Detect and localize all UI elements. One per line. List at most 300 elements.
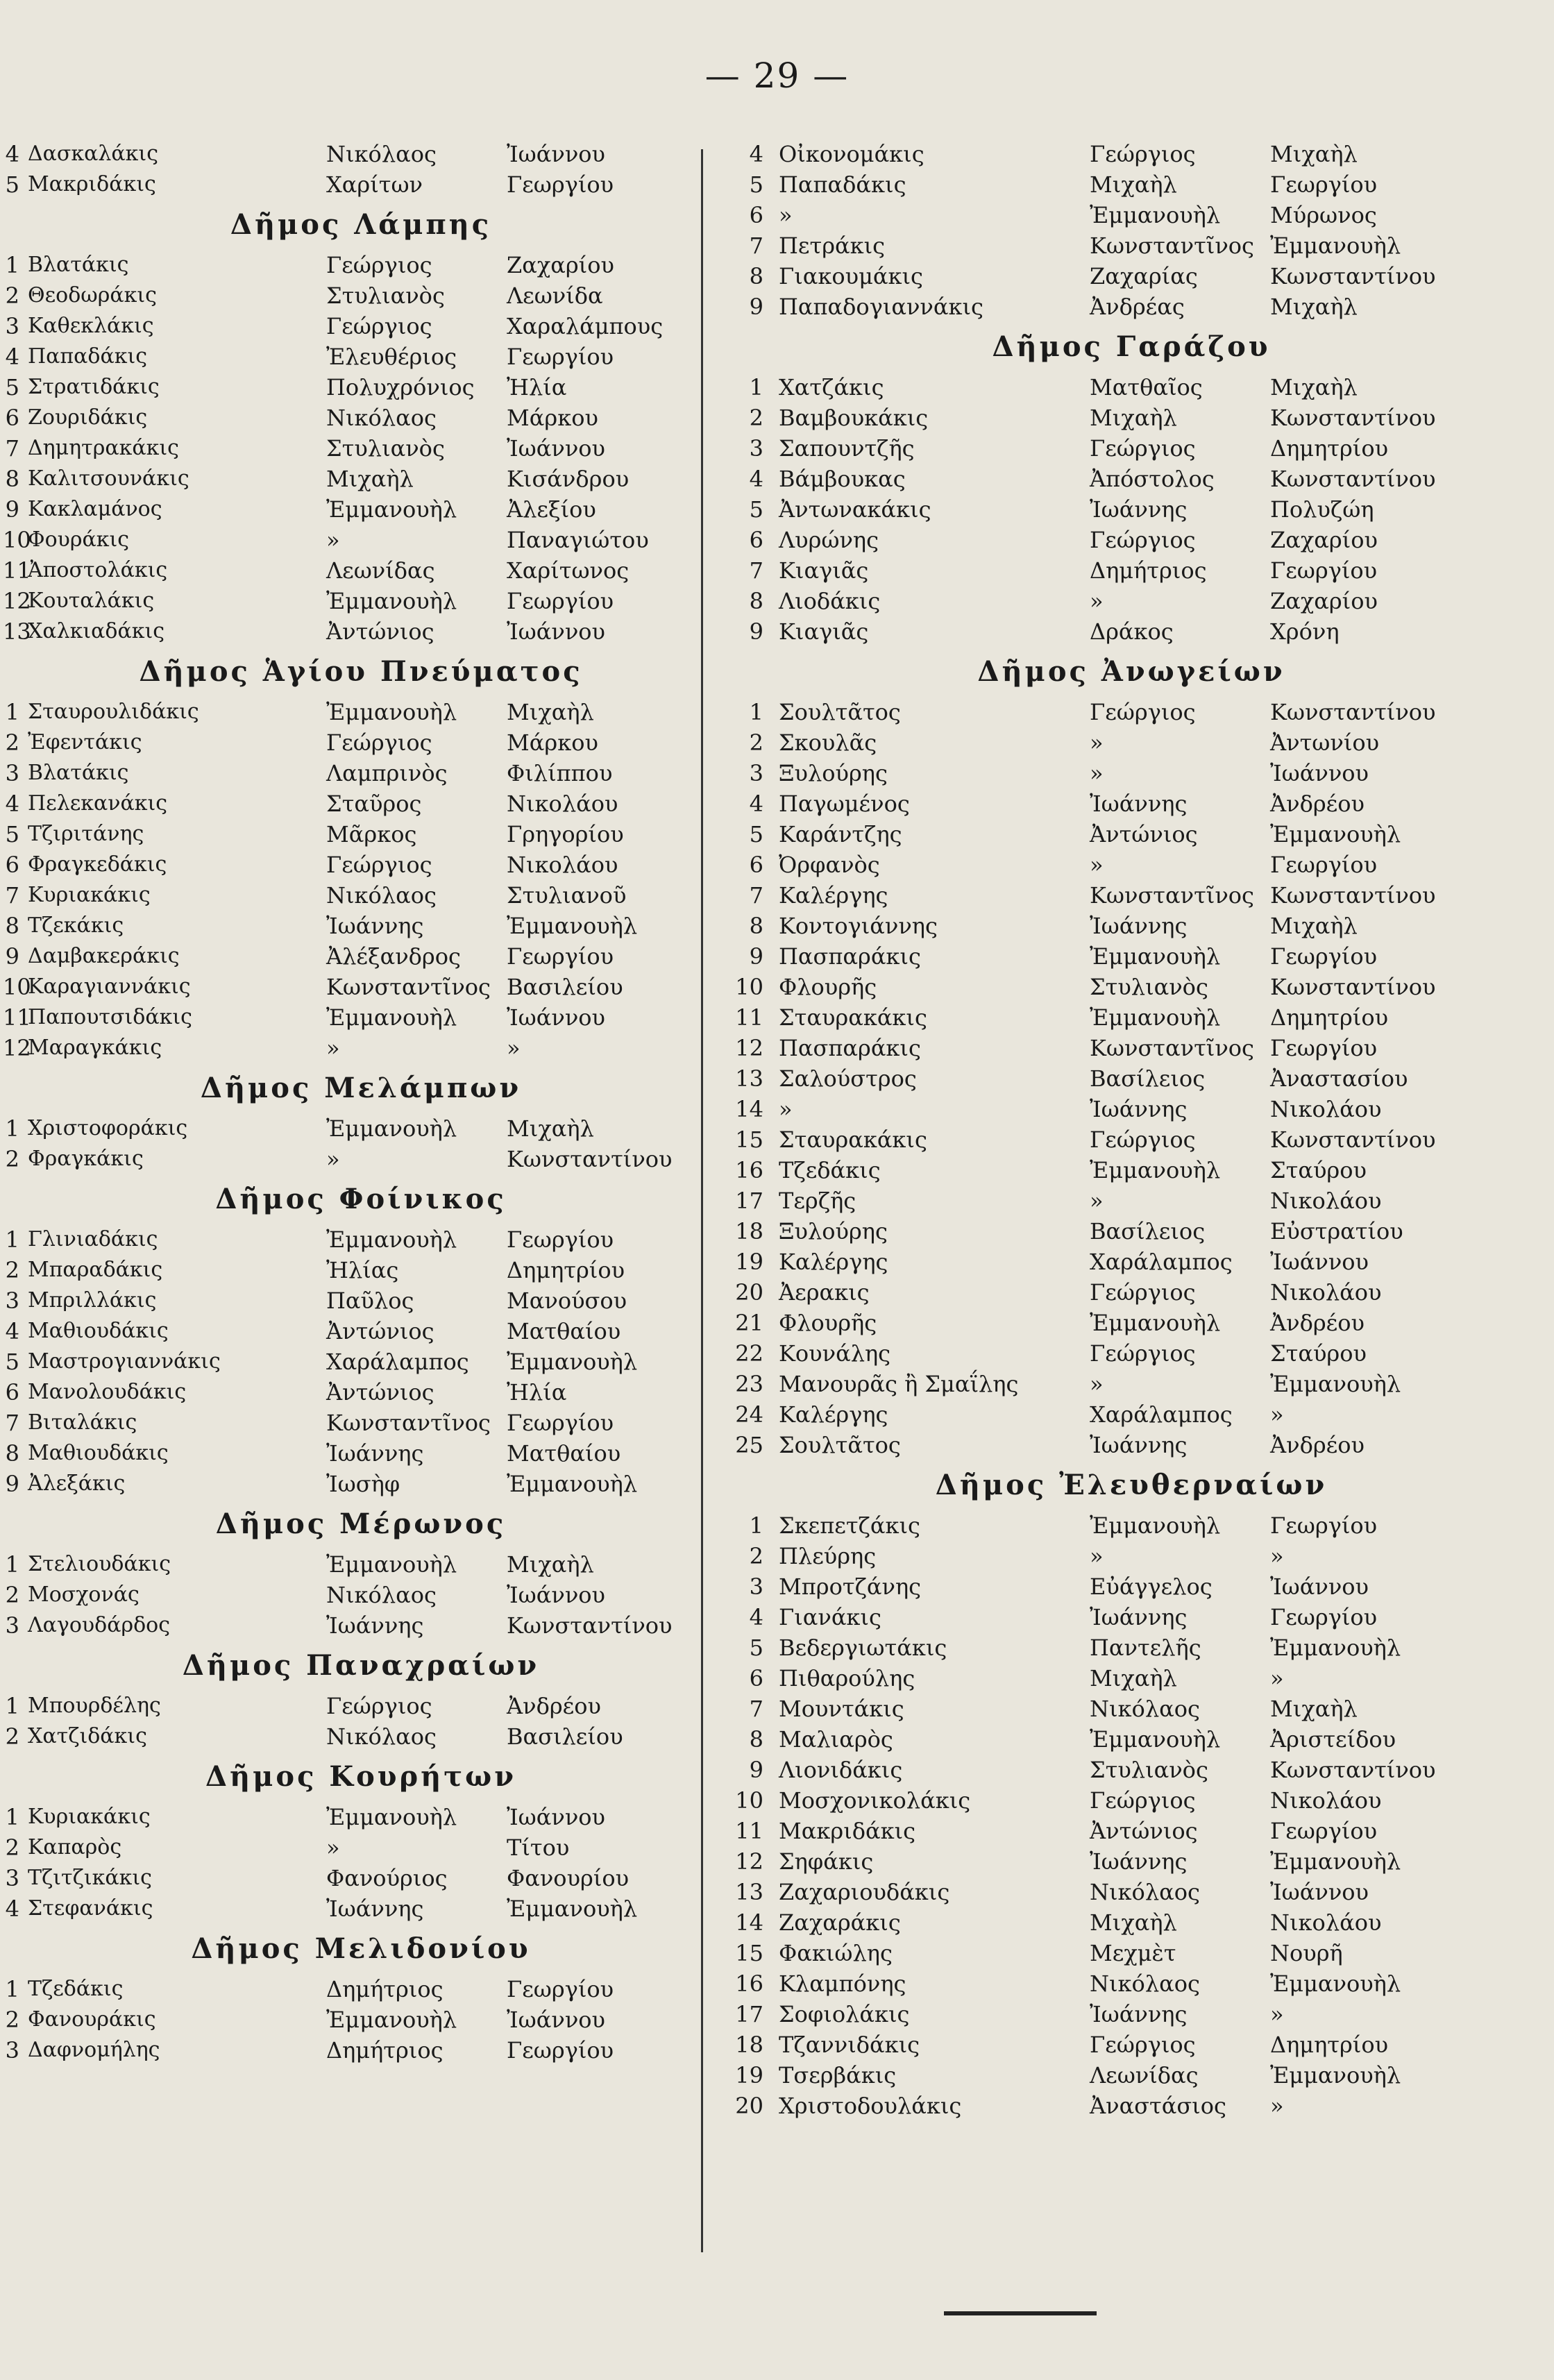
entry-father-name: Δημητρίου (507, 1257, 625, 1283)
entry-row (729, 1277, 1534, 1308)
district-title: Δῆμος Μελιδονίου (191, 1932, 531, 1965)
entry-first-name: Παντελῆς (1090, 1635, 1201, 1661)
entry-row (5, 880, 694, 911)
entry-surname: Κυριακάκις (28, 1805, 151, 1829)
entry-first-name: Γεώργιος (326, 729, 432, 756)
entry-surname: Τζαννιδάκις (779, 2032, 920, 2058)
entry-row (729, 261, 1534, 292)
entry-row (729, 1968, 1534, 1999)
entry-number: 8 (5, 466, 19, 492)
entry-first-name: Ἐμμανουὴλ (1090, 1726, 1221, 1753)
entry-first-name: Ἐμμανουὴλ (326, 588, 457, 614)
entry-first-name: Κωνσταντῖνος (326, 1410, 491, 1436)
entry-number: 18 (735, 2032, 763, 2058)
entry-row (5, 1691, 694, 1721)
entry-number: 2 (5, 729, 19, 756)
entry-surname: Χαλκιαδάκις (28, 619, 165, 643)
entry-first-name: Μιχαὴλ (1090, 1909, 1177, 1936)
entry-first-name: Λαμπρινὸς (326, 760, 448, 786)
entry-father-name: Νικολάου (507, 791, 618, 817)
entry-number: 7 (749, 1696, 763, 1722)
entry-first-name: Ἀντώνιος (1090, 821, 1198, 847)
entry-first-name: Γεώργιος (1090, 1279, 1196, 1306)
entry-father-name: Ἰωάννου (507, 1004, 605, 1031)
entry-row (729, 494, 1534, 525)
entry-number: 2 (5, 1146, 19, 1172)
entry-row (729, 1724, 1534, 1755)
entry-surname: Βλατάκις (28, 761, 129, 785)
entry-surname: Κιαγιᾶς (779, 557, 869, 584)
entry-row (729, 433, 1534, 464)
entry-row (5, 1144, 694, 1174)
district-section (5, 1063, 694, 1174)
entry-row (729, 139, 1534, 169)
entry-first-name: Ἐμμανουὴλ (326, 1804, 457, 1830)
entry-number: 9 (5, 496, 19, 523)
entry-surname: » (779, 202, 793, 228)
entry-father-name: Ἐμμανουὴλ (1270, 1848, 1401, 1875)
entry-father-name: » (507, 1035, 521, 1061)
entry-father-name: Ἰωάννου (507, 618, 605, 645)
entry-surname: Κουνάλης (779, 1340, 891, 1367)
entry-father-name: Κωνσταντίνου (1270, 263, 1436, 289)
entry-father-name: Γεωργίου (1270, 1512, 1378, 1539)
entry-surname: Μουντάκις (779, 1696, 904, 1722)
entry-surname: Φλουρῆς (779, 1310, 877, 1336)
entry-father-name: Κωνσταντίνου (1270, 1757, 1436, 1783)
entry-row (5, 1549, 694, 1580)
entry-number: 19 (735, 1249, 763, 1275)
entry-row (729, 616, 1534, 647)
entry-number: 5 (5, 374, 19, 400)
entry-first-name: Γεώργιος (1090, 1787, 1196, 1814)
entry-row (729, 464, 1534, 494)
entry-father-name: Ἐμμανουὴλ (1270, 821, 1401, 847)
entry-surname: Τσερβάκις (779, 2062, 897, 2088)
entry-number: 13 (735, 1065, 763, 1092)
entry-number: 1 (5, 1226, 19, 1253)
entry-row (5, 727, 694, 758)
entry-father-name: Μιχαὴλ (507, 699, 594, 725)
entry-first-name: Ἐμμανουὴλ (326, 1551, 457, 1578)
entry-number: 3 (5, 1612, 19, 1639)
entry-row (729, 2091, 1534, 2121)
entry-surname: Ζαχαριουδάκις (779, 1879, 950, 1905)
entry-first-name: Στυλιανὸς (1090, 974, 1208, 1000)
entry-father-name: Χρόνη (1270, 618, 1340, 645)
entry-number: 11 (735, 1818, 763, 1844)
entry-number: 3 (5, 313, 19, 339)
entry-row (5, 139, 694, 169)
entry-row (729, 1938, 1534, 1968)
entry-surname: » (779, 1096, 793, 1122)
entry-father-name: » (1270, 1665, 1284, 1691)
entry-surname: Κυριακάκις (28, 883, 151, 907)
entry-surname: Τζεδάκις (28, 1977, 124, 2001)
entry-surname: Φανουράκις (28, 2007, 156, 2032)
entry-row (729, 1247, 1534, 1277)
entry-surname: Χριστοδουλάκις (779, 2093, 962, 2119)
entry-first-name: Μιχαὴλ (1090, 1665, 1177, 1691)
entry-surname: Λιοδάκις (779, 588, 881, 614)
entry-row (5, 1255, 694, 1285)
entry-row (729, 403, 1534, 433)
entry-surname: Σοφιολάκις (779, 2001, 910, 2027)
entry-number: 9 (5, 1471, 19, 1497)
district-section (5, 1641, 694, 1752)
district-section (729, 1460, 1534, 2121)
entry-row (729, 1663, 1534, 1694)
entry-row (5, 1974, 694, 2005)
entry-row (729, 697, 1534, 727)
entry-father-name: Νικολάου (1270, 1909, 1382, 1936)
entry-row (5, 341, 694, 372)
entry-surname: Μπαραδάκις (28, 1258, 163, 1282)
entry-first-name: Νικόλαος (326, 1582, 437, 1608)
entry-row (5, 941, 694, 972)
entry-row (729, 1541, 1534, 1571)
entry-number: 19 (735, 2062, 763, 2088)
entry-number: 6 (5, 405, 19, 431)
entry-number: 4 (5, 1318, 19, 1344)
entry-father-name: Ἰωάννου (507, 1582, 605, 1608)
entry-surname: Σταυρακάκις (779, 1126, 927, 1153)
entry-first-name: Δημήτριος (326, 2037, 444, 2063)
entry-row (5, 1580, 694, 1610)
entry-surname: Κακλαμάνος (28, 497, 162, 521)
entry-father-name: » (1270, 1401, 1284, 1428)
entry-surname: Κιαγιᾶς (779, 618, 869, 645)
entry-first-name: Γεώργιος (1090, 527, 1196, 553)
entry-number: 11 (3, 557, 31, 584)
entry-surname: Λιονιδάκις (779, 1757, 903, 1783)
entry-first-name: Νικόλαος (1090, 1879, 1200, 1905)
entry-first-name: » (1090, 1371, 1104, 1397)
entry-first-name: Κωνσταντῖνος (326, 974, 491, 1000)
entry-row (3, 525, 694, 555)
entry-surname: Σηφάκις (779, 1848, 874, 1875)
entry-row (729, 911, 1534, 941)
entry-number: 6 (5, 1379, 19, 1406)
entry-father-name: Κωνσταντίνου (1270, 699, 1436, 725)
entry-first-name: Λεωνίδας (326, 557, 435, 584)
entry-number: 16 (735, 1157, 763, 1183)
entry-number: 17 (735, 1188, 763, 1214)
entry-first-name: Ἰωάννης (1090, 2001, 1188, 2027)
entry-father-name: Ἰωάννου (1270, 1879, 1369, 1905)
entry-number: 16 (735, 1970, 763, 1997)
entry-father-name: Λεωνίδα (507, 282, 603, 309)
entry-number: 10 (3, 527, 31, 553)
entry-father-name: Ἐμμανουὴλ (1270, 2062, 1401, 2088)
entry-row (5, 1316, 694, 1347)
entry-surname: Σαπουντζῆς (779, 435, 915, 462)
entry-row (729, 758, 1534, 788)
entry-row (729, 1430, 1534, 1460)
entry-number: 24 (735, 1401, 763, 1428)
district-title: Δῆμος Ἁγίου Πνεύματος (139, 655, 583, 688)
entry-number: 3 (5, 1288, 19, 1314)
entry-number: 3 (749, 435, 763, 462)
entry-first-name: Μιχαὴλ (1090, 405, 1177, 431)
entry-number: 8 (749, 588, 763, 614)
entry-surname: Οἰκονομάκις (779, 141, 924, 167)
entry-surname: Φουράκις (28, 528, 130, 552)
entry-surname: Πλεύρης (779, 1543, 877, 1569)
entry-number: 9 (749, 294, 763, 320)
entry-father-name: Ἀριστείδου (1270, 1726, 1396, 1753)
entry-surname: Πασπαράκις (779, 1035, 921, 1061)
district-title: Δῆμος Κουρήτων (205, 1760, 516, 1793)
entry-father-name: Εὐστρατίου (1270, 1218, 1403, 1244)
entry-number: 10 (3, 974, 31, 1000)
district-section (3, 647, 694, 1063)
entry-father-name: Νικολάου (507, 852, 618, 878)
entry-row (729, 2029, 1534, 2060)
entry-surname: Πελεκανάκις (28, 791, 168, 816)
entry-surname: Καλέργης (779, 1401, 888, 1428)
entry-number: 18 (735, 1218, 763, 1244)
entry-row (729, 586, 1534, 616)
entry-number: 3 (749, 760, 763, 786)
district-section (5, 1499, 694, 1641)
entry-number: 1 (5, 1693, 19, 1719)
entry-father-name: Γεωργίου (1270, 852, 1378, 878)
entry-first-name: Γεώργιος (326, 852, 432, 878)
entry-row (5, 2005, 694, 2035)
entry-surname: Κλαμπόνης (779, 1970, 906, 1997)
entry-number: 2 (5, 1723, 19, 1750)
entry-surname: Στεφανάκις (28, 1896, 153, 1921)
entry-first-name: » (1090, 1543, 1104, 1569)
entry-row (3, 555, 694, 586)
entry-father-name: Νικολάου (1270, 1279, 1382, 1306)
entry-number: 14 (735, 1909, 763, 1936)
right-column (729, 139, 1534, 2121)
entry-father-name: Πολυζώη (1270, 496, 1374, 523)
entry-first-name: » (326, 527, 340, 553)
entry-surname: Δαφνομήλης (28, 2038, 160, 2062)
entry-surname: Μανολουδάκις (28, 1380, 187, 1404)
entry-first-name: Βασίλειος (1090, 1065, 1206, 1092)
entry-first-name: Ἰωάννης (1090, 913, 1188, 939)
entry-surname: Μαραγκάκις (28, 1036, 162, 1060)
entry-number: 12 (735, 1035, 763, 1061)
entry-row (729, 1094, 1534, 1124)
entry-row (5, 1721, 694, 1752)
entry-number: 2 (5, 1582, 19, 1608)
entry-surname: Χατζιδάκις (28, 1724, 147, 1748)
entry-number: 1 (5, 252, 19, 278)
entry-surname: Παπουτσιδάκις (28, 1005, 192, 1029)
entry-first-name: Ἀντώνιος (326, 1379, 434, 1406)
entry-number: 5 (749, 821, 763, 847)
entry-row (3, 1033, 694, 1063)
page-number: — 29 — (704, 56, 850, 96)
entry-surname: Ἐφεντάκις (28, 730, 142, 754)
left-column (3, 139, 694, 2066)
entry-father-name: Γεωργίου (507, 171, 614, 198)
entry-number: 1 (5, 1804, 19, 1830)
entry-number: 1 (749, 699, 763, 725)
entry-number: 4 (749, 466, 763, 492)
entry-number: 2 (5, 1834, 19, 1861)
entry-surname: Σταυρουλιδάκις (28, 700, 199, 724)
entry-first-name: Πολυχρόνιος (326, 374, 475, 400)
entry-surname: Κοντογιάννης (779, 913, 938, 939)
entry-first-name: Ἐμμανουὴλ (1090, 202, 1221, 228)
entry-father-name: Ἀνδρέου (1270, 1432, 1365, 1458)
entry-surname: Παπαδογιαννάκις (779, 294, 983, 320)
entry-row (3, 616, 694, 647)
entry-number: 7 (5, 882, 19, 909)
entry-first-name: Μιχαὴλ (326, 466, 414, 492)
district-title: Δῆμος Μελάμπων (200, 1072, 522, 1104)
entry-father-name: Μιχαὴλ (507, 1551, 594, 1578)
entry-number: 1 (749, 1512, 763, 1539)
entry-father-name: Νικολάου (1270, 1096, 1382, 1122)
entry-first-name: Γεώργιος (326, 252, 432, 278)
entry-row (729, 1338, 1534, 1369)
entry-number: 12 (3, 1035, 31, 1061)
entry-father-name: Μάρκου (507, 405, 598, 431)
bottom-rule (944, 2311, 1097, 2315)
entry-number: 5 (5, 821, 19, 847)
entry-row (729, 1571, 1534, 1602)
entry-number: 1 (5, 1115, 19, 1142)
entry-surname: Χατζάκις (779, 374, 884, 400)
entry-first-name: Χαράλαμπος (1090, 1401, 1233, 1428)
entry-first-name: Ἀντώνιος (326, 618, 434, 645)
district-section (5, 139, 694, 200)
entry-row (5, 819, 694, 850)
entry-number: 9 (5, 943, 19, 970)
entry-row (729, 1510, 1534, 1541)
entry-surname: Δασκαλάκις (28, 142, 158, 166)
entry-surname: Μπριλλάκις (28, 1288, 157, 1313)
entry-surname: Δαμβακεράκις (28, 944, 180, 968)
entry-surname: Καλιτσουνάκις (28, 466, 189, 491)
entry-father-name: Σταύρου (1270, 1157, 1367, 1183)
entry-first-name: Εὐάγγελος (1090, 1573, 1213, 1600)
entry-surname: Καραγιαννάκις (28, 974, 191, 999)
entry-row (729, 169, 1534, 200)
entry-number: 7 (749, 557, 763, 584)
entry-surname: Κουταλάκις (28, 589, 155, 613)
entry-father-name: Ἐμμανουὴλ (507, 1471, 638, 1497)
entry-first-name: » (1090, 760, 1104, 786)
entry-surname: Ζουριδάκις (28, 405, 148, 430)
entry-number: 7 (749, 233, 763, 259)
entry-first-name: Γεώργιος (1090, 699, 1196, 725)
entry-number: 6 (749, 852, 763, 878)
entry-number: 8 (749, 913, 763, 939)
entry-row (3, 586, 694, 616)
entry-number: 6 (5, 852, 19, 878)
entry-surname: Παπαδάκις (28, 344, 148, 369)
district-section (3, 200, 694, 647)
entry-first-name: Χαράλαμπος (326, 1349, 469, 1375)
entry-number: 8 (5, 913, 19, 939)
entry-father-name: Ἰωάννου (507, 1804, 605, 1830)
entry-father-name: Κωνσταντίνου (1270, 405, 1436, 431)
entry-first-name: Γεώργιος (1090, 435, 1196, 462)
entry-row (729, 1907, 1534, 1938)
entry-first-name: Ἐμμανουὴλ (1090, 1512, 1221, 1539)
entry-surname: Μπροτζάνης (779, 1573, 922, 1600)
entry-first-name: Ἀλέξανδρος (326, 943, 461, 970)
entry-father-name: Ἐμμανουὴλ (1270, 1635, 1401, 1661)
entry-father-name: Γεωργίου (1270, 557, 1378, 584)
entry-number: 5 (749, 171, 763, 198)
entry-row (729, 230, 1534, 261)
entry-surname: Ὀρφανὸς (779, 852, 880, 878)
entry-row (729, 1999, 1534, 2029)
entry-number: 8 (5, 1440, 19, 1467)
entry-number: 9 (749, 618, 763, 645)
entry-father-name: Νικολάου (1270, 1787, 1382, 1814)
entry-father-name: Μανούσου (507, 1288, 627, 1314)
entry-number: 4 (5, 1896, 19, 1922)
entry-father-name: Νουρῆ (1270, 1940, 1343, 1966)
entry-surname: Φραγκεδάκις (28, 852, 167, 877)
entry-row (5, 1408, 694, 1438)
entry-number: 13 (3, 618, 31, 645)
entry-first-name: Νικόλαος (326, 405, 437, 431)
entry-father-name: Μιχαὴλ (507, 1115, 594, 1142)
entry-first-name: Νικόλαος (1090, 1696, 1200, 1722)
entry-number: 2 (749, 729, 763, 756)
entry-first-name: Μᾶρκος (326, 821, 417, 847)
entry-surname: Ξυλούρης (779, 1218, 888, 1244)
entry-father-name: Μιχαὴλ (1270, 913, 1358, 939)
entry-surname: Βιταλάκις (28, 1410, 137, 1435)
entry-number: 2 (5, 282, 19, 309)
entry-number: 14 (735, 1096, 763, 1122)
entry-father-name: Γεωργίου (507, 943, 614, 970)
entry-first-name: Κωνσταντῖνος (1090, 1035, 1254, 1061)
entry-first-name: Ἰωάννης (1090, 496, 1188, 523)
entry-surname: Μαθιουδάκις (28, 1441, 169, 1465)
entry-father-name: Ἐμμανουὴλ (1270, 233, 1401, 259)
entry-row (5, 1113, 694, 1144)
entry-first-name: Ἰωάννης (326, 913, 424, 939)
entry-first-name: Ἰωάννης (326, 1440, 424, 1467)
district-section (729, 322, 1534, 647)
entry-first-name: Νικόλαος (326, 141, 437, 167)
entry-first-name: Ἰωάννης (1090, 791, 1188, 817)
entry-first-name: » (1090, 729, 1104, 756)
district-title: Δῆμος Παναχραίων (182, 1649, 540, 1682)
entry-surname: Καράντζης (779, 821, 902, 847)
entry-number: 11 (735, 1004, 763, 1031)
entry-number: 5 (5, 1349, 19, 1375)
entry-row (5, 1893, 694, 1924)
entry-first-name: Ἠλίας (326, 1257, 399, 1283)
entry-number: 5 (5, 171, 19, 198)
entry-first-name: Στυλιανὸς (326, 282, 445, 309)
entry-surname: Ξυλούρης (779, 760, 888, 786)
entry-number: 10 (735, 974, 763, 1000)
entry-father-name: Γρηγορίου (507, 821, 624, 847)
entry-number: 4 (749, 791, 763, 817)
entry-number: 4 (749, 141, 763, 167)
entry-first-name: Ἐμμανουὴλ (326, 2007, 457, 2033)
entry-father-name: Ἀναστασίου (1270, 1065, 1408, 1092)
entry-father-name: Γεωργίου (1270, 171, 1378, 198)
entry-father-name: Ἰωάννου (1270, 1573, 1369, 1600)
entry-father-name: Ματθαίου (507, 1318, 621, 1344)
